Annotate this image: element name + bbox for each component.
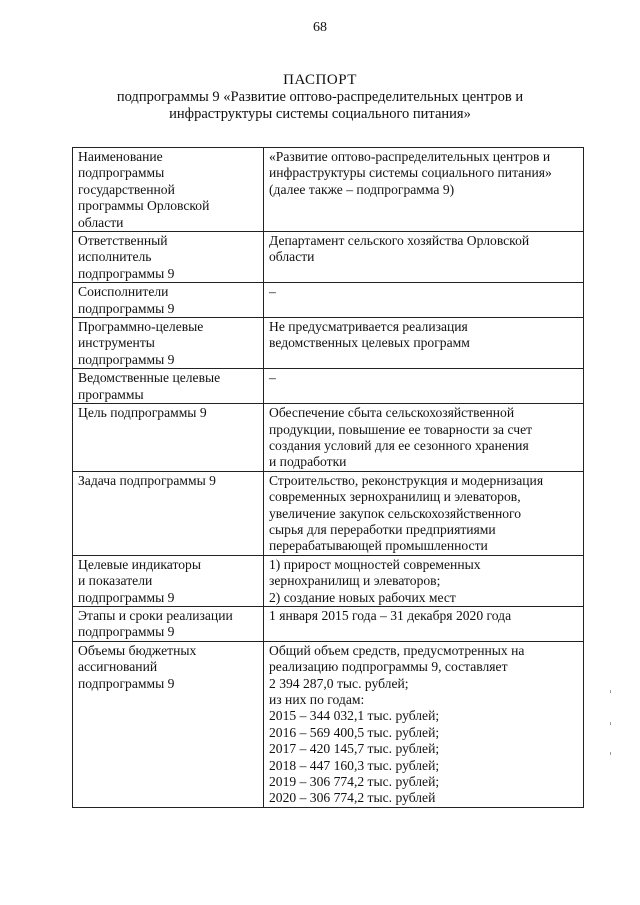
row-value-cell — [264, 318, 584, 369]
row-label-line: подпрограммы 9 — [78, 589, 175, 605]
row-value-line: продукции, повышение ее товарности за счет — [269, 421, 533, 437]
row-label-line: ассигнований — [78, 659, 158, 675]
row-value-line: и подработки — [269, 454, 347, 470]
row-value-line: 1) прирост мощностей современных — [269, 556, 481, 572]
row-value-line: Общий объем средств, предусмотренных на — [269, 642, 525, 658]
document-subtitle — [90, 89, 550, 123]
passport-row — [73, 471, 584, 555]
row-value-line: «Развитие оптово-распределительных центров и — [269, 149, 551, 164]
scan-mark — [610, 752, 611, 755]
row-label-line: подпрограммы — [78, 165, 165, 181]
row-label-cell — [73, 404, 264, 472]
row-value-line: сырья для переработки предприятиями — [269, 521, 496, 537]
row-label-line: Цель подпрограммы 9 — [78, 405, 207, 421]
row-value-line: (далее также – подпрограмма 9) — [269, 181, 455, 197]
row-value-cell — [264, 404, 584, 472]
row-value-line: – — [269, 370, 276, 386]
row-value-cell — [264, 283, 584, 318]
passport-row — [73, 283, 584, 318]
row-value-line: создания условий для ее сезонного хранения — [269, 437, 529, 453]
subtitle-line: инфраструктуры системы социального питания» — [169, 106, 471, 122]
row-label-line: Ведомственные целевые — [78, 370, 221, 386]
row-value-cell — [264, 148, 584, 232]
page-number: 68 — [313, 20, 327, 35]
row-label-line: государственной — [78, 181, 175, 197]
passport-table — [72, 147, 584, 808]
row-value-cell — [264, 232, 584, 283]
row-label-cell — [73, 369, 264, 404]
row-label-line: подпрограммы 9 — [78, 300, 175, 316]
row-value-cell — [264, 606, 584, 641]
row-label-line: Объемы бюджетных — [78, 642, 197, 658]
passport-row — [73, 232, 584, 283]
row-value-cell — [264, 641, 584, 807]
row-value-line: 2017 – 420 145,7 тыс. рублей; — [269, 741, 440, 757]
row-value-cell — [264, 555, 584, 606]
row-label-cell — [73, 232, 264, 283]
row-label-cell — [73, 471, 264, 555]
row-label-cell — [73, 555, 264, 606]
row-label-line: Ответственный — [78, 233, 168, 249]
row-value-line: 2 394 287,0 тыс. рублей; — [269, 675, 409, 691]
row-label-line: Задача подпрограммы 9 — [78, 472, 216, 488]
row-label-line: Целевые индикаторы — [78, 556, 201, 572]
row-value-line: – — [269, 284, 276, 300]
row-value-line: Строительство, реконструкция и модернизация — [269, 472, 544, 488]
row-value-line: Департамент сельского хозяйства Орловской — [269, 233, 530, 249]
row-label-cell — [73, 318, 264, 369]
passport-row — [73, 555, 584, 606]
row-value-line: ведомственных целевых программ — [269, 335, 470, 351]
passport-row — [73, 641, 584, 807]
row-label-line: программы Орловской — [78, 198, 210, 214]
row-label-line: Программно-целевые — [78, 319, 204, 335]
row-label-line: Этапы и сроки реализации — [78, 607, 233, 623]
row-label-line: инструменты — [78, 335, 155, 351]
row-label-line: Соисполнители — [78, 284, 169, 300]
row-value-line: Не предусматривается реализация — [269, 319, 468, 335]
row-label-line: программы — [78, 386, 144, 402]
row-value-line: перерабатывающей промышленности — [269, 538, 488, 554]
scan-mark — [610, 690, 611, 693]
row-label-line: подпрограммы 9 — [78, 624, 175, 640]
row-value-line: инфраструктуры системы социального питания» — [269, 165, 552, 181]
row-value-line: увеличение закупок сельскохозяйственного — [269, 505, 522, 521]
row-value-line: из них по годам: — [269, 692, 365, 707]
row-value-line: 2016 – 569 400,5 тыс. рублей; — [269, 724, 440, 740]
passport-table-body — [73, 148, 584, 808]
row-label-cell — [73, 641, 264, 807]
row-value-line: 1 января 2015 года – 31 декабря 2020 года — [269, 607, 512, 623]
passport-row — [73, 369, 584, 404]
row-value-cell — [264, 471, 584, 555]
passport-row — [73, 404, 584, 472]
passport-row — [73, 318, 584, 369]
row-value-line: современных зернохранилищ и элеваторов, — [269, 489, 521, 505]
row-value-line: области — [269, 249, 315, 265]
row-value-line: 2015 – 344 032,1 тыс. рублей; — [269, 708, 440, 724]
row-label-line: области — [78, 214, 124, 230]
row-label-line: исполнитель — [78, 249, 152, 265]
row-value-line: реализацию подпрограммы 9, составляет — [269, 659, 508, 675]
row-label-cell — [73, 148, 264, 232]
row-value-line: 2018 – 447 160,3 тыс. рублей; — [269, 757, 440, 773]
subtitle-line: подпрограммы 9 «Развитие оптово-распределительных центров и — [116, 89, 524, 105]
row-label-line: подпрограммы 9 — [78, 675, 175, 691]
passport-row — [73, 606, 584, 641]
row-value-line: Обеспечение сбыта сельскохозяйственной — [269, 405, 515, 421]
row-label-line: подпрограммы 9 — [78, 265, 175, 281]
row-value-line: 2020 – 306 774,2 тыс. рублей — [269, 790, 436, 806]
row-label-line: подпрограммы 9 — [78, 351, 175, 367]
row-label-cell — [73, 606, 264, 641]
document-title: ПАСПОРТ — [283, 72, 357, 88]
passport-row — [73, 148, 584, 232]
row-label-cell — [73, 283, 264, 318]
row-value-cell — [264, 369, 584, 404]
scan-mark — [610, 722, 611, 725]
row-value-line: зернохранилищ и элеваторов; — [269, 573, 441, 589]
row-label-line: Наименование — [78, 149, 163, 164]
row-value-line: 2) создание новых рабочих мест — [269, 589, 456, 605]
row-label-line: и показатели — [78, 573, 153, 589]
row-value-line: 2019 – 306 774,2 тыс. рублей; — [269, 774, 440, 790]
